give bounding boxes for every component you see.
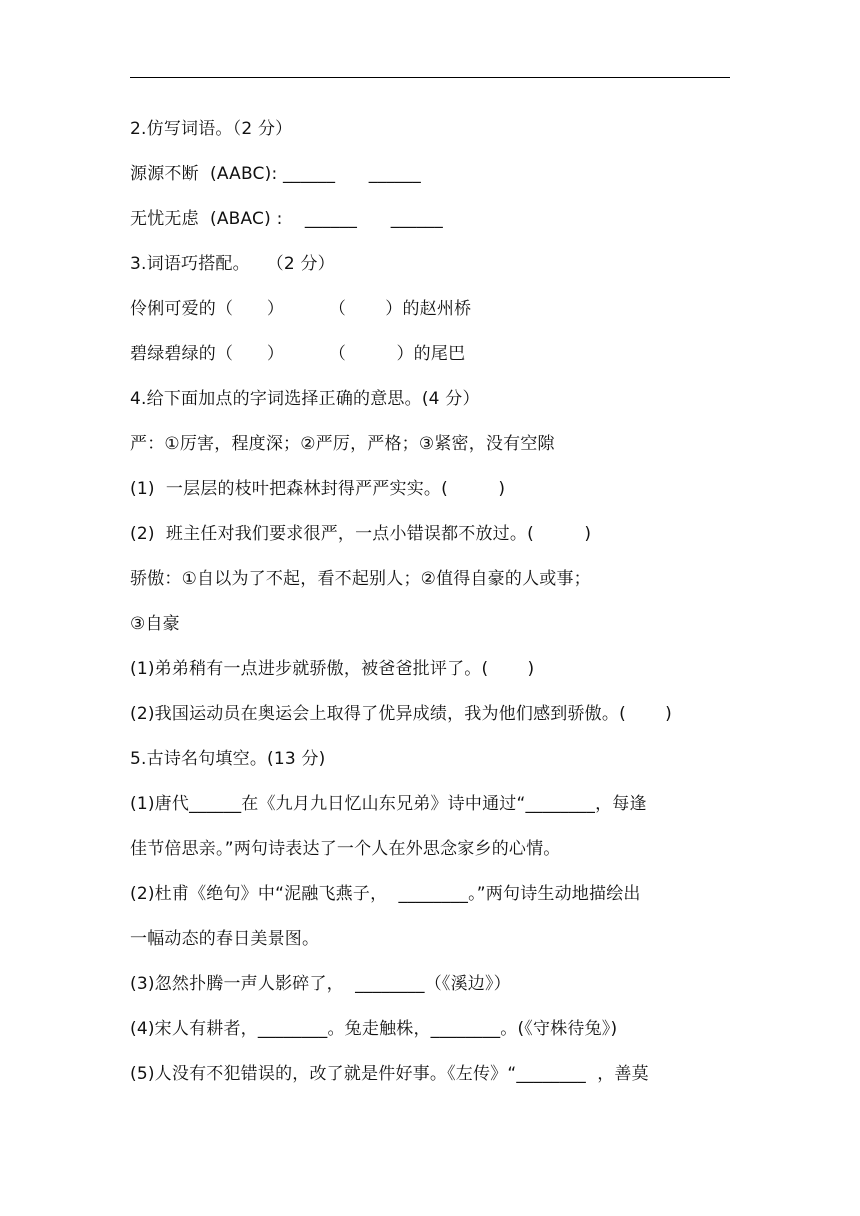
document-body <box>130 107 740 1097</box>
question-3-item-2: 碧绿碧绿的（ ） （ ）的尾巴 <box>130 344 466 364</box>
question-2-item-1: 源源不断 (AABC): ______ ______ <box>130 164 421 184</box>
question-5-item-5: (5)人没有不犯错误的，改了就是件好事。《左传》“________ ，善莫 <box>130 1064 649 1084</box>
question-5-title: 5.古诗名句填空。(13 分) <box>130 749 326 769</box>
question-3-item-1: 伶俐可爱的（ ） （ ）的赵州桥 <box>130 299 472 319</box>
question-5-item-1-cont: 佳节倍思亲。”两句诗表达了一个人在外思念家乡的心情。 <box>130 839 561 859</box>
question-2-title: 2.仿写词语。（2 分） <box>130 119 293 139</box>
question-5-item-4: (4)宋人有耕者，________。兔走触株，________。(《守株待兔》) <box>130 1019 618 1039</box>
question-4-definition-yan: 严：①厉害，程度深；②严厉，严格；③紧密，没有空隙 <box>130 434 555 454</box>
question-4-definition-jiaoao-cont: ③自豪 <box>130 614 180 634</box>
question-4-title: 4.给下面加点的字词选择正确的意思。(4 分） <box>130 389 480 409</box>
question-5-item-2-cont: 一幅动态的春日美景图。 <box>130 929 320 949</box>
question-5-item-1: (1)唐代______在《九月九日忆山东兄弟》诗中通过“________，每逢 <box>130 794 647 814</box>
question-4-yan-item-1: (1) 一层层的枝叶把森林封得严严实实。( ) <box>130 479 506 499</box>
question-4-jiaoao-item-2: (2)我国运动员在奥运会上取得了优异成绩，我为他们感到骄傲。( ) <box>130 704 672 724</box>
question-2-item-2: 无忧无虑 (ABAC) : ______ ______ <box>130 209 443 229</box>
question-4-jiaoao-item-1: (1)弟弟稍有一点进步就骄傲，被爸爸批评了。( ) <box>130 659 535 679</box>
question-4-definition-jiaoao: 骄傲：①自以为了不起，看不起别人；②值得自豪的人或事； <box>130 569 591 589</box>
question-5-item-3: (3)忽然扑腾一声人影碎了， ________（《溪边》） <box>130 974 511 994</box>
question-4-yan-item-2: (2) 班主任对我们要求很严，一点小错误都不放过。( ) <box>130 524 592 544</box>
question-5-item-2: (2)杜甫《绝句》中“泥融飞燕子， ________。”两句诗生动地描绘出 <box>130 884 641 904</box>
header-rule <box>130 77 730 78</box>
question-3-title: 3.词语巧搭配。 （2 分） <box>130 254 335 274</box>
